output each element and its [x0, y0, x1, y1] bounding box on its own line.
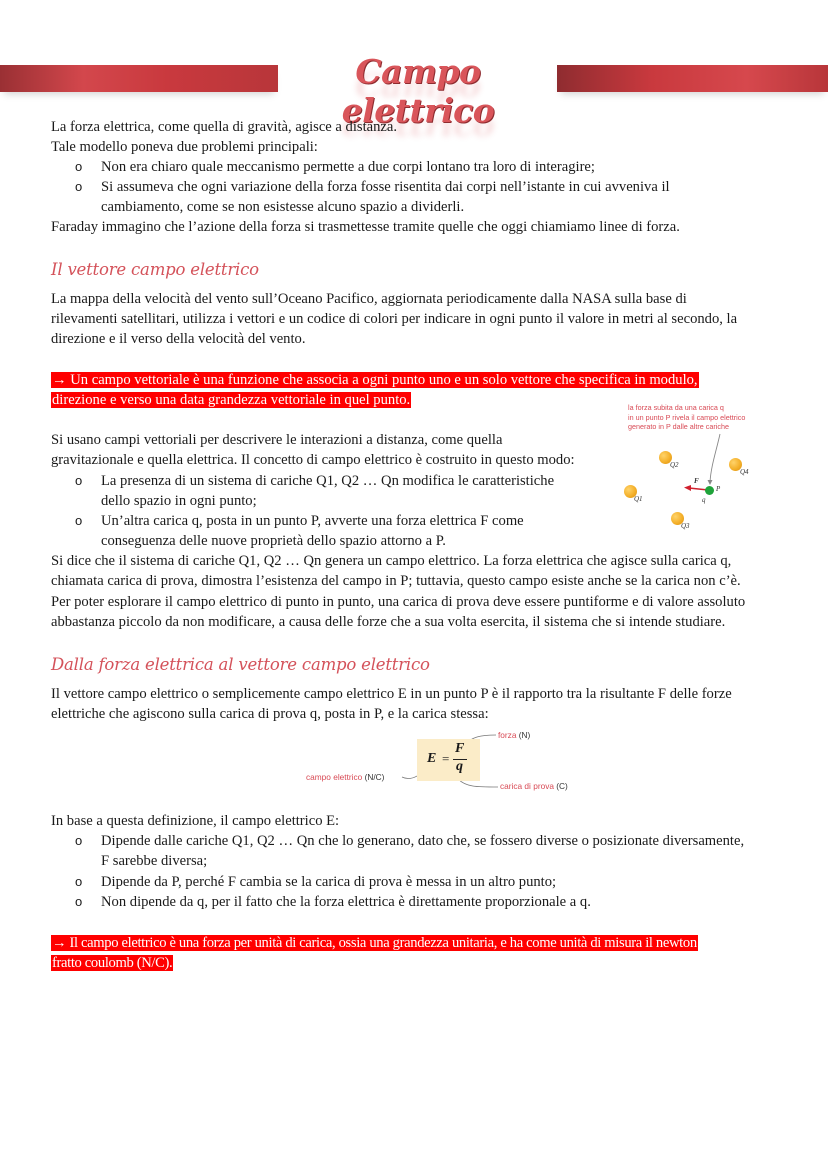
charge-q3-label: Q3: [681, 522, 690, 530]
diagram-caption: la forza subita da una carica q in un punto P rivela il campo elettrico generato in P dalle altre cariche: [628, 403, 746, 432]
test-charge-label: q: [702, 496, 706, 504]
section2-para2: In base a questa definizione, il campo elettrico E:: [51, 813, 340, 829]
formula-box: [417, 739, 480, 781]
charge-q2-label: Q2: [670, 461, 679, 469]
intro-line-2: Tale modello poneva due problemi principali:: [51, 139, 318, 155]
force-vector-label: F: [694, 477, 699, 485]
highlight-unit-line-1: → Il campo elettrico è una forza per unità di carica, ossia una grandezza unitaria, e ha come unità di misura il newton: [52, 935, 697, 951]
label-carica-di-prova: carica di prova (C): [500, 781, 568, 791]
electric-field-diagram: [612, 400, 792, 540]
section1-bullet-2-line-1: Un’altra carica q, posta in un punto P, avverte una forza elettrica F come: [101, 513, 524, 529]
formula-equals: =: [442, 751, 450, 766]
banner-bar-left: [0, 65, 278, 92]
section1-para2-line-1: Si usano campi vettoriali per descrivere le interazioni a distanza, come quella: [51, 432, 503, 448]
section1-para-line-1: La mappa della velocità del vento sull’Oceano Pacifico, aggiornata periodicamente dalla NASA sulla base di: [51, 291, 687, 307]
section1-para-line-2: rilevamenti satellitari, utilizza i vettori e un codice di colori per indicare in ogni punto il valore in metri al secondo, la: [51, 311, 738, 327]
formula-charge-symbol: q: [456, 759, 463, 774]
diagram-arrows: [612, 400, 792, 540]
section1-para3-line-2: chiamata carica di prova, dimostra l’esistenza del campo in P; tuttavia, questo campo esiste anche se la carica non c’è.: [51, 573, 741, 589]
bullet-icon: o: [75, 513, 83, 528]
section2-para-line-1: Il vettore campo elettrico o semplicemente campo elettrico E in un punto P è il rapporto tra la risultante F delle forze: [51, 686, 732, 702]
charge-q4-label: Q4: [740, 468, 749, 476]
section-heading-forza-campo: Dalla forza elettrica al vettore campo elettrico: [51, 655, 430, 674]
section2-bullet-2: Dipende da P, perché F cambia se la carica di prova è messa in un altro punto;: [101, 874, 557, 890]
section1-para3-line-4: abbastanza piccolo da non modificare, a causa delle forze che a sua volta esercita, il sistema che si intende studiare.: [51, 614, 726, 630]
section1-para3-line-1: Si dice che il sistema di cariche Q1, Q2 … Qn genera un campo elettrico. La forza elettrica che agisce sulla carica q,: [51, 553, 732, 569]
intro-line-1: La forza elettrica, come quella di gravità, agisce a distanza.: [51, 119, 398, 135]
intro-line-3: Faraday immagino che l’azione della forza si trasmettesse tramite quelle che oggi chiamiamo linee di forza.: [51, 219, 680, 235]
formula-force-symbol: F: [455, 741, 465, 756]
highlight-definition-line-1: → Un campo vettoriale è una funzione che associa a ogni punto uno e un solo vettore che specifica in modulo,: [52, 372, 698, 388]
bullet-icon: o: [75, 894, 83, 909]
highlight-unit-line-2: fratto coulomb (N/C).: [52, 955, 173, 971]
bullet-icon: o: [75, 833, 83, 848]
bullet-icon: o: [75, 159, 83, 174]
bullet-icon: o: [75, 179, 83, 194]
field-formula: [300, 725, 590, 800]
formula-field-symbol: E: [427, 751, 437, 766]
section1-bullet-2-line-2: conseguenza delle nuove proprietà dello spazio attorno a P.: [101, 533, 446, 549]
section2-bullet-1-line-2: F sarebbe diversa;: [101, 853, 208, 869]
section1-bullet-1-line-1: La presenza di un sistema di cariche Q1, Q2 … Qn modifica le caratteristiche: [101, 473, 555, 489]
section2-bullet-3: Non dipende da q, per il fatto che la forza elettrica è direttamente proporzionale a q.: [101, 894, 591, 910]
intro-bullet-2-line-1: Si assumeva che ogni variazione della forza fosse risentita dai corpi nell’istante in cui avveniva il: [101, 179, 670, 195]
section1-para3-line-3: Per poter esplorare il campo elettrico di punto in punto, una carica di prova deve essere puntiforme e di valore assoluto: [51, 594, 746, 610]
section-heading-vettore: Il vettore campo elettrico: [51, 260, 259, 279]
section1-para2-line-2: gravitazionale e quella elettrica. Il concetto di campo elettrico è costruito in questo modo:: [51, 452, 575, 468]
label-campo-elettrico: campo elettrico (N/C): [306, 772, 385, 782]
charge-q1-label: Q1: [634, 495, 643, 503]
point-p-label: P: [716, 485, 721, 493]
label-forza: forza (N): [498, 730, 531, 740]
section2-para-line-2: elettriche che agiscono sulla carica di prova q, posta in P, e la carica stessa:: [51, 706, 489, 722]
intro-bullet-2-line-2: cambiamento, come se non esistesse alcuno spazio a dividerli.: [101, 199, 465, 215]
banner-bar-right: [557, 65, 828, 92]
test-charge-icon: [705, 486, 714, 495]
highlight-definition-line-2: direzione e verso una data grandezza vettoriale in quel punto.: [52, 392, 411, 408]
section2-bullet-1-line-1: Dipende dalle cariche Q1, Q2 … Qn che lo generano, dato che, se fossero diverse o posizionate diversamente,: [101, 833, 745, 849]
bullet-icon: o: [75, 874, 83, 889]
page-title: Campo elettrico: [341, 52, 495, 130]
bullet-icon: o: [75, 473, 83, 488]
intro-bullet-1: Non era chiaro quale meccanismo permette a due corpi lontano tra loro di interagire;: [101, 159, 595, 175]
section1-para-line-3: direzione e il verso della velocità del vento.: [51, 331, 306, 347]
section1-bullet-1-line-2: dello spazio in ogni punto;: [101, 493, 257, 509]
